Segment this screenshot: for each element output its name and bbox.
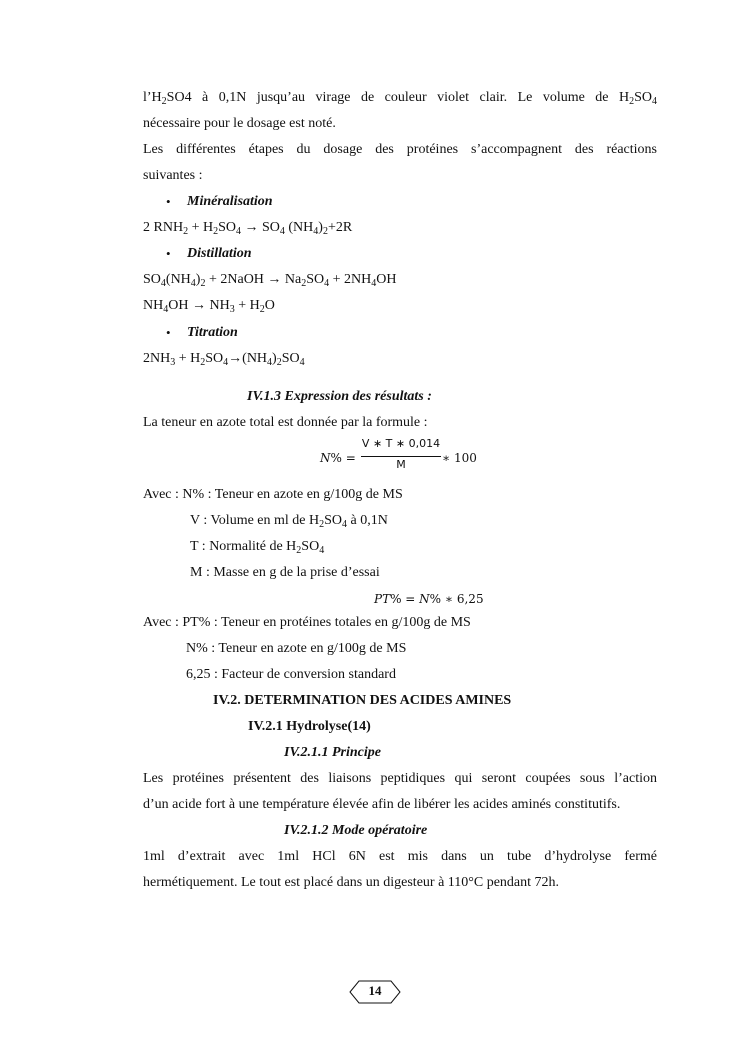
step-title: Distillation bbox=[187, 246, 252, 261]
equation: $2NH_3 + H_2SO_4\to(NH_4)_2SO_4$ bbox=[143, 351, 305, 368]
paragraph-line: hermétiquement. Le tout est placé dans un digesteur à 110°C pendant 72h. bbox=[143, 875, 560, 890]
bullet-icon: • bbox=[166, 246, 171, 261]
paragraph-line: La teneur en azote total est donnée par la formule : bbox=[143, 415, 428, 430]
definition: V : Volume en ml de $H_2SO_4$ à 0,1N bbox=[190, 513, 388, 530]
paragraph-line: Les protéines présentent des liaisons peptidiques qui seront coupées sous l’action bbox=[143, 771, 657, 786]
formula-numerator: V ∗ T ∗ 0,014 bbox=[361, 437, 441, 450]
subsubsection-heading: IV.2.1.1 Principe bbox=[284, 745, 381, 760]
paragraph-line: 1ml d’extrait avec 1ml HCl 6N est mis dans un tube d’hydrolyse fermé bbox=[143, 849, 657, 864]
fraction-bar bbox=[361, 456, 441, 457]
bullet-icon: • bbox=[166, 194, 171, 209]
step-title: Minéralisation bbox=[187, 194, 273, 209]
paragraph-line: nécessaire pour le dosage est noté. bbox=[143, 116, 336, 131]
definition: 6,25 : Facteur de conversion standard bbox=[186, 667, 396, 682]
formula-protein: PT% = N% ∗ 6,25 bbox=[374, 592, 484, 606]
definition: Avec : PT% : Teneur en protéines totales en g/100g de MS bbox=[143, 615, 471, 630]
formula-rhs: ∗ 100 bbox=[442, 451, 477, 465]
formula-denominator: M bbox=[396, 458, 406, 471]
paragraph-line: suivantes : bbox=[143, 168, 203, 183]
formula-lhs: N% = bbox=[320, 451, 356, 465]
subsubsection-heading: IV.2.1.2 Mode opératoire bbox=[284, 823, 428, 838]
page-number: 14 bbox=[368, 983, 382, 998]
definition: M : Masse en g de la prise d’essai bbox=[190, 565, 380, 580]
paragraph-line: Les différentes étapes du dosage des protéines s’accompagnent des réactions bbox=[143, 142, 657, 157]
step-title: Titration bbox=[187, 325, 238, 340]
equation: 2 $RNH_2 + H_2SO_4 \to SO_4$ $(NH_4)_2+2R$ bbox=[143, 220, 353, 237]
definition: Avec : N% : Teneur en azote en g/100g de MS bbox=[143, 487, 403, 502]
paragraph-line: $l’H_2SO4$ à 0,1N jusqu’au virage de couleur violet clair. Le volume de $H_2SO_4$ bbox=[143, 90, 657, 107]
equation: $SO_4(NH_4)_2$ + 2NaOH → $Na_2SO_4 + 2NH_4OH$ bbox=[143, 272, 397, 289]
section-heading: IV.2. DETERMINATION DES ACIDES AMINES bbox=[213, 693, 512, 708]
page-number-badge bbox=[349, 979, 401, 1005]
bullet-icon: • bbox=[166, 325, 171, 340]
equation: $NH_4OH \to NH_3 + H_2O$ bbox=[143, 298, 275, 315]
paragraph-line: d’un acide fort à une température élevée afin de libérer les acides aminés constitutifs. bbox=[143, 797, 621, 812]
definition: T : Normalité de $H_2SO_4$ bbox=[190, 539, 325, 556]
subsection-heading: IV.2.1 Hydrolyse(14) bbox=[248, 719, 371, 734]
definition: N% : Teneur en azote en g/100g de MS bbox=[186, 641, 407, 656]
section-heading: IV.1.3 Expression des résultats : bbox=[247, 389, 432, 404]
